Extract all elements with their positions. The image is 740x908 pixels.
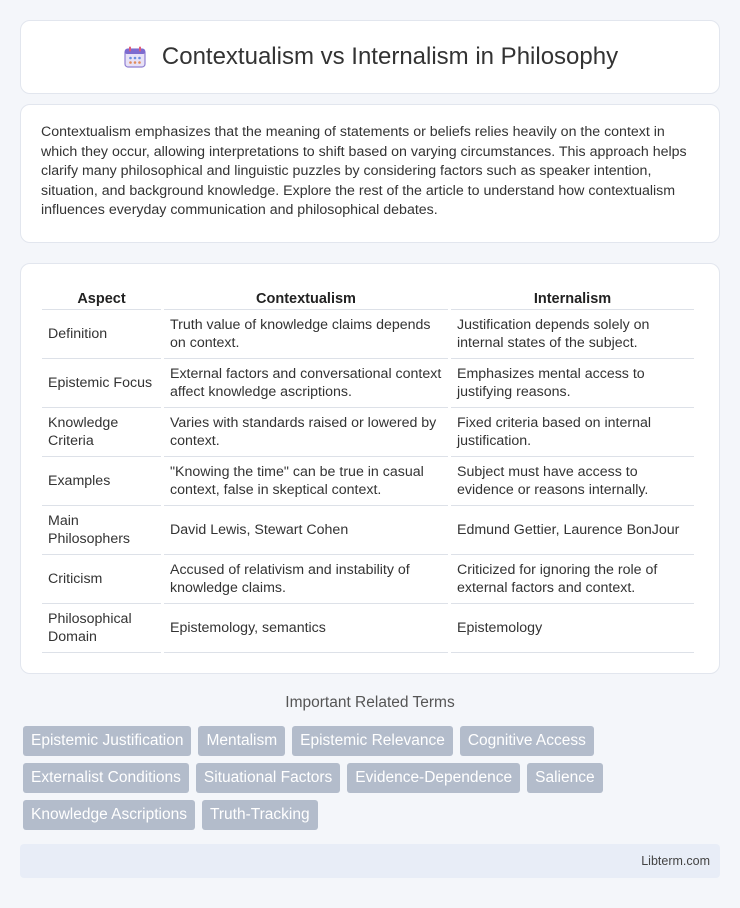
comparison-table-card [20,263,720,674]
footer [20,844,720,878]
related-term-tag[interactable]: Mentalism [198,726,285,756]
row-internalism: Emphasizes mental access to justifying reasons. [451,359,694,408]
table-row [42,457,694,506]
header-contextualism: Contextualism [164,284,448,310]
table-row [42,408,694,457]
row-aspect: Criticism [42,555,161,604]
row-contextualism: Accused of relativism and instability of knowledge claims. [164,555,448,604]
row-contextualism: Truth value of knowledge claims depends on context. [164,310,448,359]
header-aspect: Aspect [42,284,161,310]
calendar-icon [122,44,148,70]
related-term-tag[interactable]: Truth-Tracking [202,800,318,830]
related-term-tag[interactable]: Situational Factors [196,763,340,793]
row-internalism: Epistemology [451,604,694,653]
intro-text: Contextualism emphasizes that the meaning of statements or beliefs relies heavily on the context in which they occur, allowing interpretations to shift based on varying circumstances. This approach helps clarify many philosophical and linguistic puzzles by considering factors such as speaker intention, situation, and background knowledge. Explore the rest of the article to understand how contextualism influences everyday communication and philosophical debates. [41,124,687,219]
row-internalism: Edmund Gettier, Laurence BonJour [451,506,694,555]
header-card [20,20,720,94]
row-contextualism: Varies with standards raised or lowered by context. [164,408,448,457]
related-terms-title: Important Related Terms [285,694,455,711]
row-aspect: Philosophical Domain [42,604,161,653]
header-inner [122,43,618,71]
row-aspect: Main Philosophers [42,506,161,555]
row-contextualism: External factors and conversational context affect knowledge ascriptions. [164,359,448,408]
related-term-tag[interactable]: Epistemic Relevance [292,726,453,756]
row-internalism: Justification depends solely on internal states of the subject. [451,310,694,359]
table-row [42,604,694,653]
row-internalism: Subject must have access to evidence or reasons internally. [451,457,694,506]
comparison-table [39,284,697,653]
related-term-tag[interactable]: Knowledge Ascriptions [23,800,195,830]
row-internalism: Criticized for ignoring the role of external factors and context. [451,555,694,604]
row-contextualism: "Knowing the time" can be true in casual context, false in skeptical context. [164,457,448,506]
intro-card [20,104,720,243]
row-internalism: Fixed criteria based on internal justification. [451,408,694,457]
related-term-tag[interactable]: Cognitive Access [460,726,594,756]
related-term-tag[interactable]: Evidence-Dependence [347,763,520,793]
row-contextualism: Epistemology, semantics [164,604,448,653]
row-aspect: Knowledge Criteria [42,408,161,457]
related-terms-list [23,726,723,830]
table-row [42,506,694,555]
row-aspect: Definition [42,310,161,359]
table-row [42,310,694,359]
header-internalism: Internalism [451,284,694,310]
related-term-tag[interactable]: Epistemic Justification [23,726,191,756]
footer-brand-link[interactable]: Libterm.com [641,854,710,868]
row-aspect: Examples [42,457,161,506]
page-title: Contextualism vs Internalism in Philosophy [161,43,619,70]
table-row [42,555,694,604]
table-header-row [42,284,694,310]
row-contextualism: David Lewis, Stewart Cohen [164,506,448,555]
table-row [42,359,694,408]
related-term-tag[interactable]: Externalist Conditions [23,763,189,793]
row-aspect: Epistemic Focus [42,359,161,408]
related-term-tag[interactable]: Salience [527,763,602,793]
